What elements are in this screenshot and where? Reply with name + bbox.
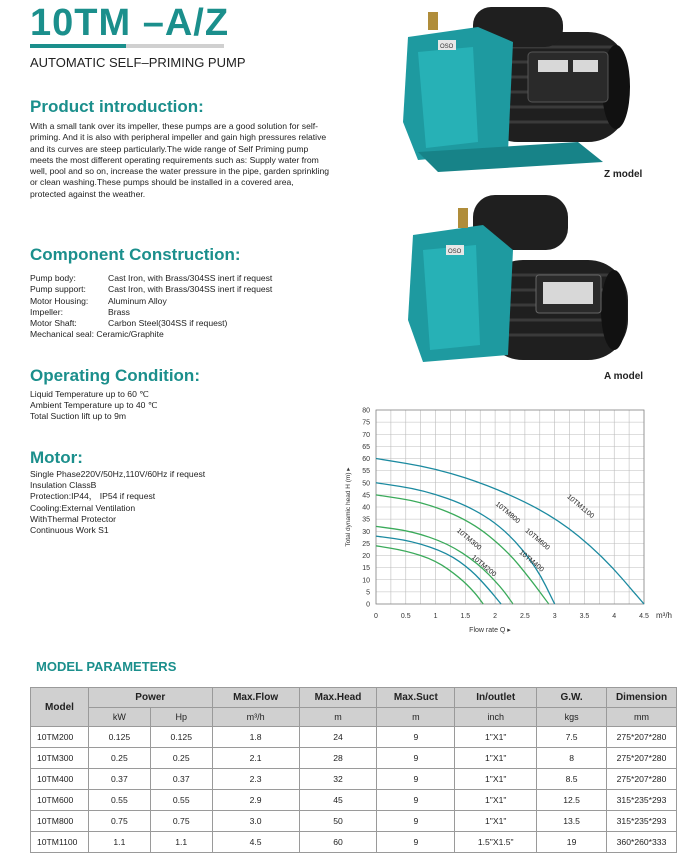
- y-tick-label: 25: [362, 540, 370, 548]
- cell-model: 10TM400: [31, 769, 89, 790]
- component-value: Aluminum Alloy: [108, 295, 167, 306]
- y-tick-label: 70: [362, 431, 370, 439]
- cell-head: 45: [299, 790, 377, 811]
- cell-flow: 3.0: [212, 811, 299, 832]
- a-model-pump-image: [378, 190, 648, 370]
- y-tick-label: 80: [362, 407, 370, 415]
- z-model-label: Z model: [604, 169, 643, 180]
- intro-text: With a small tank over its impeller, these pumps are a good solution for self-priming. And it is also with peripheral impeller and gain high pressures relative and its curves are steep particularly.The wide range of Self Priming pump meets the most different operating requirements such as: Supply water from well, pool and so on, increase the water pressure in the pipe, garden sprinkling or clean washing.These pumps should be installed in a covered area, protected against the weather.: [30, 121, 330, 199]
- x-tick-label: 3: [552, 613, 557, 620]
- component-key: Mechanical seal:: [30, 329, 95, 340]
- x-tick-label: 4: [612, 613, 617, 620]
- table-row: [31, 790, 677, 811]
- y-tick-label: 0: [366, 601, 370, 609]
- cell-model: 10TM600: [31, 790, 89, 811]
- cell-hp: 0.75: [150, 811, 212, 832]
- series-label: 10TM600: [523, 527, 551, 552]
- cell-suct: 9: [377, 832, 455, 853]
- cell-dimension: 315*235*293: [607, 811, 677, 832]
- series-label: 10TM400: [517, 549, 545, 574]
- y-tick-label: 60: [362, 456, 370, 463]
- motor-line: Single Phase220V/50Hz,110V/60Hz if request: [30, 469, 206, 479]
- nameplate-label: OSO: [440, 44, 454, 50]
- y-tick-label: 45: [362, 492, 370, 500]
- operating-heading: Operating Condition:: [30, 366, 200, 385]
- table-row: [31, 727, 677, 748]
- cell-dimension: 275*207*280: [607, 727, 677, 748]
- params-heading: MODEL PARAMETERS: [36, 659, 177, 674]
- operating-list: [30, 389, 158, 423]
- component-row: [30, 307, 272, 318]
- table-row: [31, 769, 677, 790]
- unit-hp: Hp: [150, 708, 212, 727]
- page-subtitle: AUTOMATIC SELF–PRIMING PUMP: [30, 55, 246, 70]
- motor-label-plate: [543, 282, 593, 304]
- control-display-2: [573, 60, 598, 72]
- components-list: [30, 273, 272, 341]
- x-axis-label: Flow rate Q ▸: [469, 627, 511, 634]
- series-label: 10TM300: [455, 527, 483, 552]
- cell-kw: 0.25: [88, 748, 150, 769]
- col-power: Power: [88, 688, 212, 708]
- component-row: [30, 273, 272, 284]
- component-key: Pump body:: [30, 273, 76, 283]
- y-tick-label: 50: [362, 480, 370, 488]
- title-underline-gray: [126, 44, 224, 48]
- cell-suct: 9: [377, 811, 455, 832]
- motor-line: Insulation ClassB: [30, 480, 97, 491]
- component-key: Impeller:: [30, 306, 63, 317]
- cell-model: 10TM1100: [31, 832, 89, 853]
- cell-suct: 9: [377, 727, 455, 748]
- col-model: Model: [31, 688, 89, 727]
- unit-dimension: mm: [607, 708, 677, 727]
- motor-line: Cooling:External Ventilation: [30, 502, 136, 513]
- cell-gw: 13.5: [537, 811, 607, 832]
- cell-suct: 9: [377, 769, 455, 790]
- component-value: Brass: [108, 306, 130, 317]
- cell-flow: 1.8: [212, 727, 299, 748]
- x-tick-label: 1.5: [460, 613, 471, 620]
- motor-list: [30, 469, 205, 536]
- col-dimension: Dimension: [607, 688, 677, 708]
- operating-line: Liquid Temperature up to 60 ℃: [30, 389, 149, 399]
- cell-inoutlet: 1"X1": [455, 790, 537, 811]
- component-value: Cast Iron, with Brass/304SS inert if request: [108, 284, 273, 295]
- control-display: [538, 60, 568, 72]
- params-table: [30, 687, 677, 853]
- cell-head: 50: [299, 811, 377, 832]
- y-axis-label: Total dynamic head H (m) ▸: [345, 467, 352, 547]
- y-tick-label: 10: [362, 577, 370, 585]
- motor-end-cap: [601, 270, 627, 350]
- y-tick-label: 5: [366, 589, 370, 597]
- unit-flow: m³/h: [212, 708, 299, 727]
- x-unit-label: m³/h: [656, 611, 672, 620]
- unit-inoutlet: inch: [455, 708, 537, 727]
- brass-outlet: [428, 12, 438, 30]
- x-tick-label: 2: [493, 613, 498, 620]
- cell-kw: 0.125: [88, 727, 150, 748]
- col-max-suct: Max.Suct: [377, 688, 455, 708]
- cell-flow: 2.9: [212, 790, 299, 811]
- cell-inoutlet: 1"X1": [455, 727, 537, 748]
- cell-model: 10TM800: [31, 811, 89, 832]
- cell-flow: 2.3: [212, 769, 299, 790]
- cell-model: 10TM300: [31, 748, 89, 769]
- cell-flow: 2.1: [212, 748, 299, 769]
- performance-chart: [340, 400, 690, 640]
- cell-model: 10TM200: [31, 727, 89, 748]
- nameplate-label: OSO: [448, 249, 462, 255]
- cell-hp: 0.55: [150, 790, 212, 811]
- cell-head: 28: [299, 748, 377, 769]
- component-row: [30, 318, 272, 329]
- col-max-head: Max.Head: [299, 688, 377, 708]
- intro-heading: Product introduction:: [30, 97, 204, 116]
- pump-body-highlight: [423, 245, 480, 350]
- operating-line: Total Suction lift up to 9m: [30, 411, 127, 422]
- cell-gw: 19: [537, 832, 607, 853]
- cell-dimension: 315*235*293: [607, 790, 677, 811]
- unit-kw: kW: [88, 708, 150, 727]
- cell-head: 60: [299, 832, 377, 853]
- x-tick-label: 0: [374, 613, 378, 620]
- cell-suct: 9: [377, 790, 455, 811]
- cell-hp: 0.37: [150, 769, 212, 790]
- cell-dimension: 275*207*280: [607, 748, 677, 769]
- operating-line: Ambient Temperature up to 40 ℃: [30, 400, 158, 411]
- y-tick-label: 35: [362, 516, 370, 524]
- cell-dimension: 360*260*333: [607, 832, 677, 853]
- y-tick-label: 30: [362, 528, 370, 536]
- component-value: Cast Iron, with Brass/304SS inert if request: [108, 273, 273, 283]
- y-tick-label: 15: [362, 565, 370, 573]
- x-tick-label: 4.5: [639, 613, 649, 620]
- unit-suct: m: [377, 708, 455, 727]
- col-inoutlet: In/outlet: [455, 688, 537, 708]
- cell-flow: 4.5: [212, 832, 299, 853]
- cell-inoutlet: 1"X1": [455, 769, 537, 790]
- cell-gw: 12.5: [537, 790, 607, 811]
- motor-line: Continuous Work S1: [30, 525, 109, 536]
- cell-kw: 0.55: [88, 790, 150, 811]
- cell-gw: 7.5: [537, 727, 607, 748]
- component-row: [30, 329, 272, 340]
- motor-line: WithThermal Protector: [30, 513, 116, 524]
- component-key: Pump support:: [30, 284, 86, 295]
- cell-kw: 0.37: [88, 769, 150, 790]
- pump-body-highlight: [418, 47, 478, 148]
- unit-gw: kgs: [537, 708, 607, 727]
- cell-head: 32: [299, 769, 377, 790]
- title-underline-accent: [30, 44, 126, 48]
- series-label: 10TM800: [493, 500, 521, 526]
- cell-hp: 0.125: [150, 727, 212, 748]
- table-row: [31, 748, 677, 769]
- cell-inoutlet: 1"X1": [455, 748, 537, 769]
- y-tick-label: 40: [362, 504, 370, 512]
- motor-heading: Motor:: [30, 448, 83, 467]
- control-box: [528, 52, 608, 102]
- component-value: Carbon Steel(304SS if request): [108, 318, 228, 329]
- col-max-flow: Max.Flow: [212, 688, 299, 708]
- cell-hp: 1.1: [150, 832, 212, 853]
- cell-kw: 1.1: [88, 832, 150, 853]
- series-label: 10TM1100: [565, 493, 596, 521]
- brass-outlet: [458, 208, 468, 228]
- cell-gw: 8: [537, 748, 607, 769]
- cell-head: 24: [299, 727, 377, 748]
- x-tick-label: 3.5: [579, 613, 590, 620]
- cell-gw: 8.5: [537, 769, 607, 790]
- series-label: 10TM200: [470, 554, 498, 579]
- motor-line: Protection:IP44， IP54 if request: [30, 491, 156, 502]
- series-line-10tm200: [376, 546, 483, 604]
- y-tick-label: 55: [362, 468, 370, 476]
- x-tick-label: 0.5: [400, 613, 411, 620]
- z-model-pump-image: [378, 2, 648, 174]
- x-tick-label: 1: [433, 613, 438, 620]
- y-tick-label: 75: [362, 419, 370, 427]
- y-tick-label: 20: [362, 553, 370, 560]
- component-value: Ceramic/Graphite: [96, 329, 164, 340]
- cell-suct: 9: [377, 748, 455, 769]
- table-row: [31, 832, 677, 853]
- a-model-label: A model: [604, 371, 644, 382]
- unit-head: m: [299, 708, 377, 727]
- components-heading: Component Construction:: [30, 245, 241, 264]
- cell-dimension: 275*207*280: [607, 769, 677, 790]
- component-row: [30, 296, 272, 307]
- page-title: 10TM –A/Z: [30, 2, 230, 44]
- cell-inoutlet: 1.5"X1.5": [455, 832, 537, 853]
- col-gw: G.W.: [537, 688, 607, 708]
- cell-hp: 0.25: [150, 748, 212, 769]
- component-key: Motor Housing:: [30, 295, 89, 306]
- x-tick-label: 2.5: [520, 613, 530, 620]
- component-row: [30, 284, 272, 295]
- cell-inoutlet: 1"X1": [455, 811, 537, 832]
- y-tick-label: 65: [362, 443, 370, 451]
- table-row: [31, 811, 677, 832]
- cell-kw: 0.75: [88, 811, 150, 832]
- component-key: Motor Shaft:: [30, 318, 77, 329]
